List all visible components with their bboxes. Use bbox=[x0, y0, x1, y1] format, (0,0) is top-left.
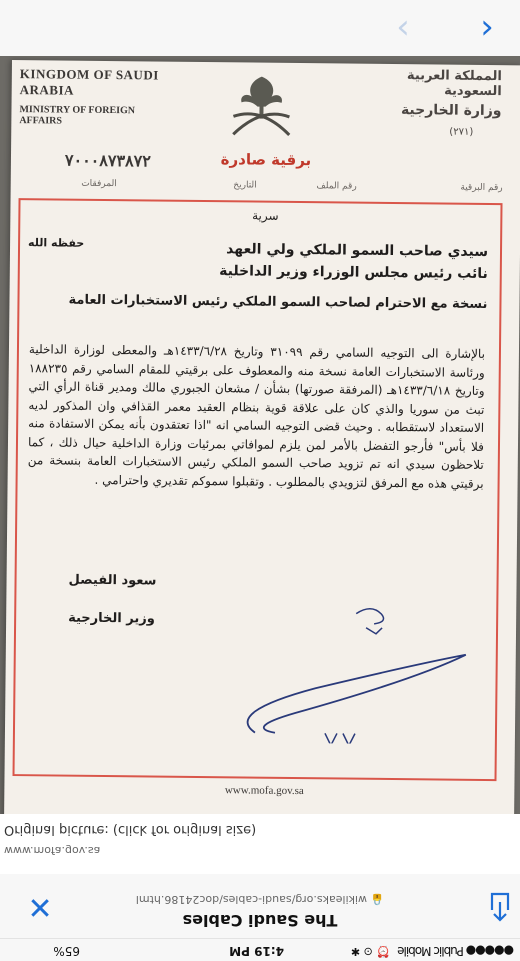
honorific: حفظه الله bbox=[28, 236, 85, 250]
letterhead-code: (٢٧١) bbox=[449, 126, 474, 138]
ref-attachments: المرفقات bbox=[81, 178, 117, 190]
status-bar bbox=[0, 938, 520, 961]
ministry-website: www.mofa.gov.sa bbox=[224, 784, 304, 798]
mirrored-caption-strip bbox=[0, 814, 520, 874]
body-paragraph: بالإشارة الى التوجيه السامي رقم ٣١٠٩٩ وتاريخ ١٤٣٣/٦/٢٨هـ والمعطى لوزارة الداخلية ورئاسة الاستخبارات العامة نسخة منه والمعطوف على برقيتي للمقام السامي رقم ١٨٨٢٣٥ وتاريخ ١٤٣٣/٦/١٨هـ (المرفقة صورتها) بشأن / مشعان الجبوري مالك ومدير قناة الرأي التي تبث من سوريا والذي كان على علاقة قوية بنظام العقيد معمر القذافي وان المذكور لديه الاستعداد لاستقطابه . وحيث قضى التوجيه السامي انه "اذا تعتقدون بأنه يمكن الاستفادة منه فلا بأس" فأرجو التفضل بالأمر لمن يلزم لموافاتي بمرئيات وزارة الداخلية حيال ذلك ، كما تلاحظون سيدي انه تم تزويد صاحب السمو الملكي رئيس الاستخبارات العامة بنسخة من برقيتي هذه مع المرفق لتزويدي بالمطلوب . وتقبلوا سموكم تقديري واحترامي . bbox=[27, 342, 486, 491]
letterhead-kingdom: KINGDOM OF SAUDI ARABIA bbox=[19, 66, 159, 98]
cc-line: نسخة مع الاحترام لصاحب السمو الملكي رئيس الاستخبارات العامة bbox=[68, 292, 488, 312]
outgoing-cable-title: برقية صادرة bbox=[220, 150, 312, 170]
battery-level: 65% bbox=[53, 944, 80, 958]
browser-url-bar bbox=[0, 874, 520, 939]
carrier-signal: ●●●●● Public Mobile bbox=[398, 944, 514, 958]
letterhead-ministry: MINISTRY OF FOREIGN AFFAIRS bbox=[19, 104, 136, 127]
close-icon[interactable]: ✕ bbox=[27, 889, 53, 924]
saudi-emblem-icon bbox=[221, 70, 302, 141]
letterhead-english bbox=[19, 66, 180, 172]
ref-file-number: رقم الملف bbox=[316, 181, 357, 192]
mirrored-url: www.mofa.gov.sa bbox=[4, 844, 101, 857]
letterhead-number: ٧٠٠٠٨٧٣٨٧٢ bbox=[64, 152, 151, 171]
letterhead-ministry-ar: وزارة الخارجية bbox=[400, 102, 502, 120]
chevron-left-icon[interactable]: ‹ bbox=[396, 7, 410, 47]
top-navigation-bar bbox=[0, 0, 520, 57]
mirrored-caption[interactable]: Original picture: (click for original size) bbox=[4, 822, 257, 837]
status-bar-content bbox=[0, 939, 520, 961]
page-url[interactable] bbox=[80, 893, 440, 906]
page-title: The Saudi Cables bbox=[182, 911, 338, 930]
letterhead-kingdom-ar: المملكة العربية السعودية bbox=[406, 68, 502, 100]
clock: 4:19 PM bbox=[229, 944, 284, 958]
ref-cable-number: رقم البرقية bbox=[460, 182, 503, 194]
document-photo[interactable] bbox=[0, 56, 520, 814]
cable-paper bbox=[4, 60, 520, 814]
addressee-line-1: سيدي صاحب السمو الملكي ولي العهد bbox=[226, 241, 489, 260]
status-icons: ⏰ ⊙ ✱ bbox=[350, 945, 390, 958]
signer-name: سعود الفيصل bbox=[68, 572, 157, 589]
reference-row bbox=[11, 178, 507, 199]
ref-date: التاريخ bbox=[233, 180, 257, 191]
classification-label: سرية bbox=[252, 208, 279, 223]
signature-icon bbox=[165, 582, 487, 745]
addressee-line-2: نائب رئيس مجلس الوزراء وزير الداخلية bbox=[219, 263, 488, 282]
cable-body-frame bbox=[13, 198, 503, 781]
signer-title: وزير الخارجية bbox=[68, 610, 155, 627]
lock-icon: 🔒 bbox=[370, 893, 385, 906]
letterhead-arabic bbox=[391, 68, 502, 138]
chevron-right-icon[interactable]: › bbox=[480, 7, 494, 47]
page-url-text: wikileaks.org/saudi-cables/doc24186.html bbox=[135, 893, 367, 906]
addressee bbox=[128, 237, 488, 285]
share-icon[interactable] bbox=[482, 888, 518, 924]
